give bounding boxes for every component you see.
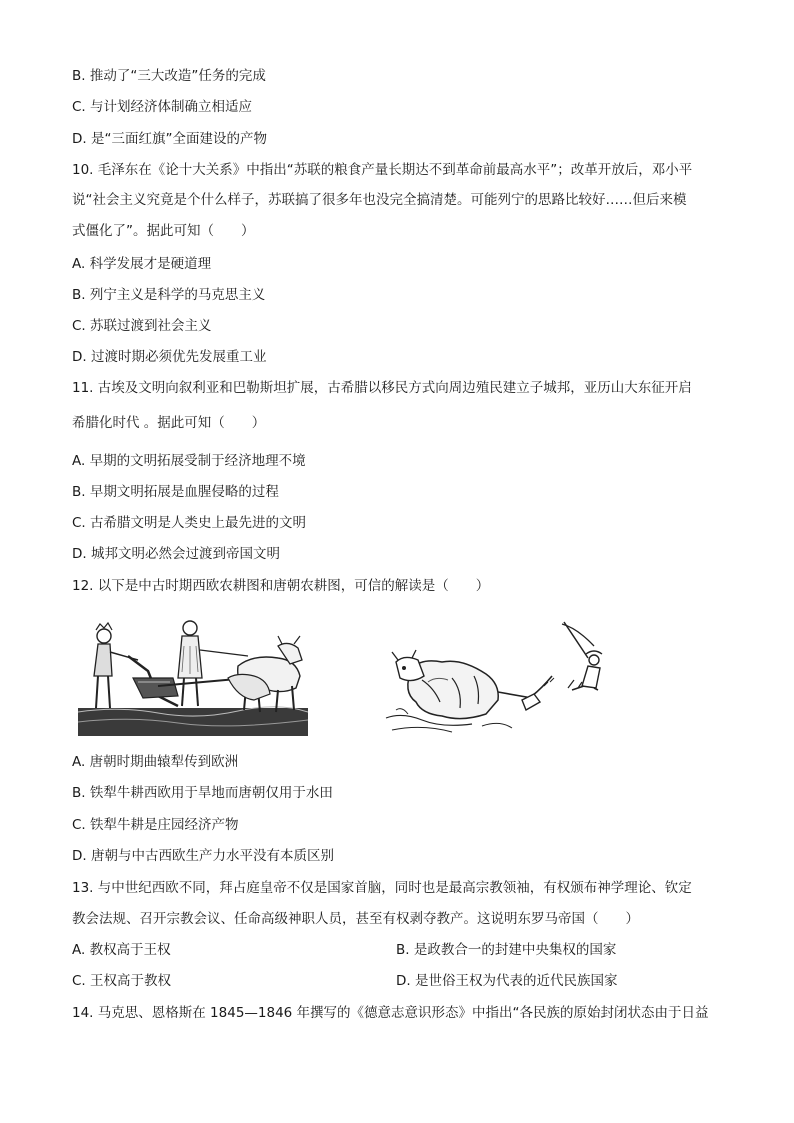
q9-option-c: C. 与计划经济体制确立相适应 bbox=[72, 99, 253, 115]
q13-option-a: A. 教权高于王权 bbox=[72, 942, 171, 958]
woodcut-plowing-icon bbox=[78, 616, 308, 736]
q10-stem-line1: 10. 毛泽东在《论十大关系》中指出“苏联的粮食产量长期达不到革命前最高水平”；改革开放后，邓小平 bbox=[72, 162, 693, 178]
q12-option-a: A. 唐朝时期曲辕犁传到欧洲 bbox=[72, 754, 239, 770]
q11-stem-line2: 希腊化时代 。据此可知（ ） bbox=[72, 415, 266, 431]
medieval-plowing-image bbox=[78, 616, 308, 736]
q10-option-c: C. 苏联过渡到社会主义 bbox=[72, 318, 212, 334]
q10-stem-line3: 式僵化了”。据此可知（ ） bbox=[72, 223, 255, 239]
q10-stem-line2: 说“社会主义究竟是个什么样子，苏联搞了很多年也没完全搞清楚。可能列宁的思路比较好……但后来模 bbox=[72, 192, 687, 208]
q11-option-a: A. 早期的文明拓展受制于经济地理不境 bbox=[72, 453, 306, 469]
q13-option-b: B. 是政教合一的封建中央集权的国家 bbox=[396, 942, 617, 958]
q13-option-c: C. 王权高于教权 bbox=[72, 973, 172, 989]
q11-option-b: B. 早期文明拓展是血腥侵略的过程 bbox=[72, 484, 279, 500]
q14-stem-line1: 14. 马克思、恩格斯在 1845—1846 年撰写的《德意志意识形态》中指出“各民族的原始封闭状态由于日益 bbox=[72, 1005, 709, 1021]
q12-option-c: C. 铁犁牛耕是庄园经济产物 bbox=[72, 817, 239, 833]
q10-option-b: B. 列宁主义是科学的马克思主义 bbox=[72, 287, 266, 303]
tang-plowing-image bbox=[382, 618, 622, 738]
q13-option-d: D. 是世俗王权为代表的近代民族国家 bbox=[396, 973, 618, 989]
q10-option-a: A. 科学发展才是硬道理 bbox=[72, 256, 212, 272]
q12-option-d: D. 唐朝与中古西欧生产力水平没有本质区别 bbox=[72, 848, 334, 864]
q10-option-d: D. 过渡时期必须优先发展重工业 bbox=[72, 349, 267, 365]
q12-option-b: B. 铁犁牛耕西欧用于旱地而唐朝仅用于水田 bbox=[72, 785, 333, 801]
q13-stem-line2: 教会法规、召开宗教会议、任命高级神职人员，甚至有权剥夺教产。这说明东罗马帝国（ ） bbox=[72, 911, 639, 927]
q11-stem-line1: 11. 古埃及文明向叙利亚和巴勒斯坦扩展，古希腊以移民方式向周边殖民建立子城邦，亚历山大东征开启 bbox=[72, 380, 692, 396]
q11-option-c: C. 古希腊文明是人类史上最先进的文明 bbox=[72, 515, 307, 531]
q9-option-b: B. 推动了“三大改造”任务的完成 bbox=[72, 68, 266, 84]
sketch-plowing-icon bbox=[382, 618, 622, 738]
q13-stem-line1: 13. 与中世纪西欧不同，拜占庭皇帝不仅是国家首脑，同时也是最高宗教领袖，有权颁布神学理论、钦定 bbox=[72, 880, 692, 896]
q11-option-d: D. 城邦文明必然会过渡到帝国文明 bbox=[72, 546, 280, 562]
q9-option-d: D. 是“三面红旗”全面建设的产物 bbox=[72, 131, 267, 147]
q12-stem: 12. 以下是中古时期西欧农耕图和唐朝农耕图，可信的解读是（ ） bbox=[72, 578, 490, 594]
